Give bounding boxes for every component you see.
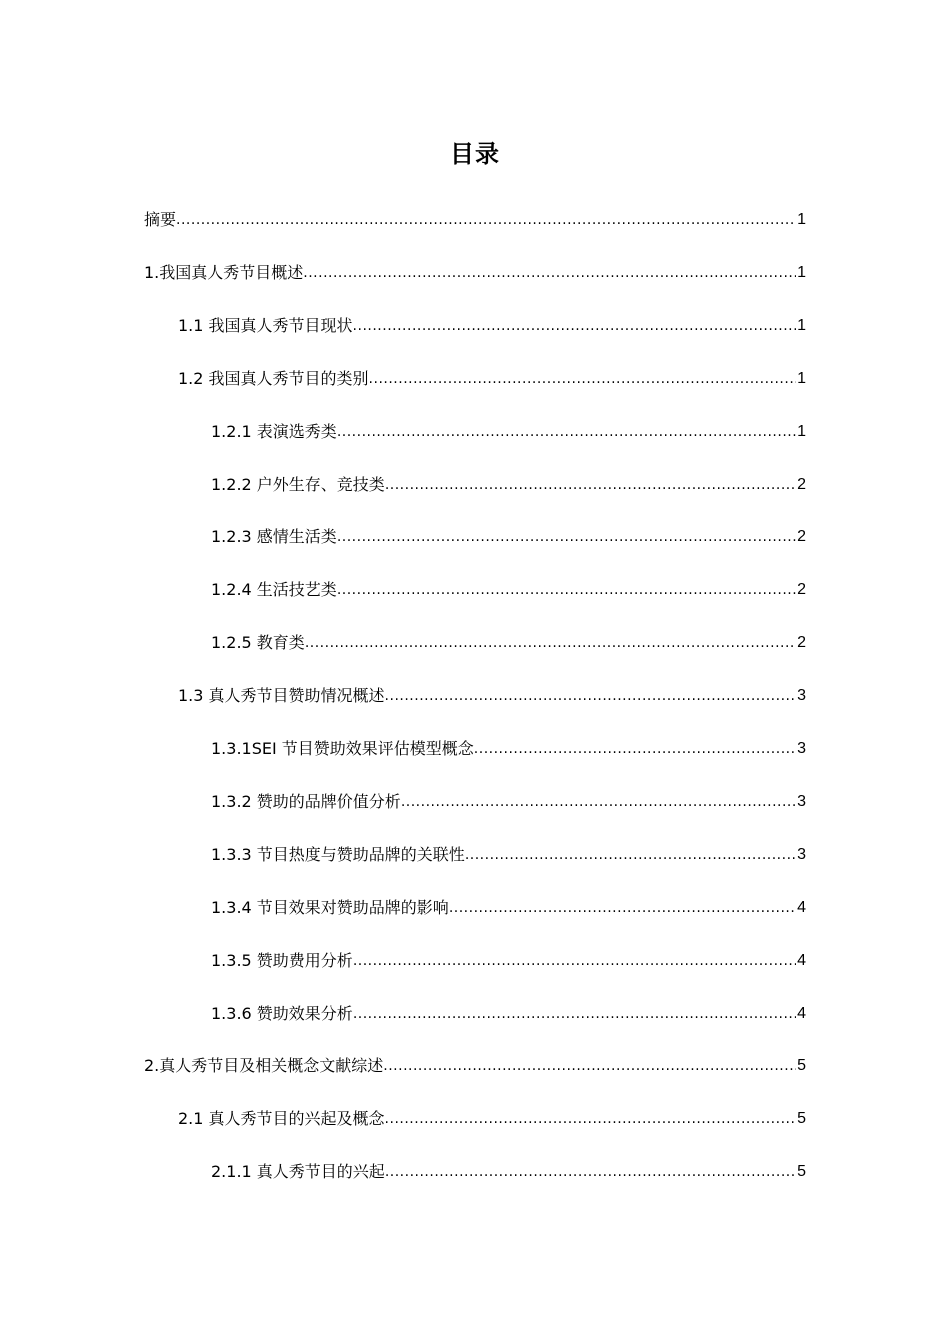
toc-entry[interactable] bbox=[211, 418, 806, 442]
toc-entry[interactable] bbox=[211, 788, 806, 812]
toc-entry-label: 1.2.1 表演选秀类 bbox=[211, 421, 337, 441]
toc-leader-dots bbox=[337, 527, 796, 547]
toc-leader-dots bbox=[176, 210, 796, 230]
toc-leader-dots bbox=[474, 739, 796, 759]
toc-entry-label: 1.2.2 户外生存、竞技类 bbox=[211, 474, 385, 494]
toc-entry-page-number: 3 bbox=[797, 845, 806, 863]
toc-leader-dots bbox=[353, 316, 797, 336]
toc-entry-page-number: 3 bbox=[797, 792, 806, 810]
toc-entry[interactable] bbox=[178, 682, 806, 706]
page-title: 目录 bbox=[450, 140, 500, 168]
toc-entry-page-number: 3 bbox=[797, 740, 806, 757]
toc-entry-label: 摘要 bbox=[144, 210, 177, 229]
toc-entry-label: 1.3.4 节目效果对赞助品牌的影响 bbox=[211, 897, 449, 917]
toc-leader-dots bbox=[337, 580, 796, 600]
toc-entry-page-number: 2 bbox=[797, 581, 806, 599]
toc-entry-label: 1.1 我国真人秀节目现状 bbox=[178, 315, 353, 335]
toc-leader-dots bbox=[337, 422, 796, 442]
toc-entry-label: 1.2.4 生活技艺类 bbox=[211, 580, 337, 600]
toc-entry-page-number: 1 bbox=[797, 422, 806, 440]
toc-leader-dots bbox=[385, 1162, 796, 1182]
toc-entry-label: 1.3.2 赞助的品牌价值分析 bbox=[211, 791, 401, 811]
toc-entry-label: 1.2 我国真人秀节目的类别 bbox=[178, 368, 369, 388]
toc-entry[interactable] bbox=[211, 841, 806, 865]
toc-entry-page-number: 4 bbox=[797, 951, 806, 969]
toc-entry[interactable] bbox=[211, 1158, 806, 1182]
toc-leader-dots bbox=[303, 263, 796, 283]
toc-entry[interactable] bbox=[178, 312, 806, 336]
toc-entry[interactable] bbox=[211, 894, 806, 918]
toc-entry-label: 2.1.1 真人秀节目的兴起 bbox=[211, 1162, 385, 1182]
toc-leader-dots bbox=[369, 369, 797, 389]
toc-entry[interactable] bbox=[211, 629, 806, 653]
toc-leader-dots bbox=[465, 845, 796, 865]
toc-entry-label: 1.3.3 节目热度与赞助品牌的关联性 bbox=[211, 844, 465, 864]
toc-entry-label: 1.我国真人秀节目概述 bbox=[144, 262, 304, 282]
toc-leader-dots bbox=[385, 686, 797, 706]
toc-entry-page-number: 1 bbox=[797, 211, 806, 228]
toc-entry-page-number: 2 bbox=[797, 634, 806, 652]
toc-entry-page-number: 1 bbox=[797, 263, 806, 281]
toc-entry-label: 1.2.3 感情生活类 bbox=[211, 527, 337, 547]
toc-leader-dots bbox=[305, 633, 796, 653]
toc-entry[interactable] bbox=[211, 735, 806, 759]
toc-leader-dots bbox=[353, 951, 796, 971]
toc-entry[interactable] bbox=[144, 1052, 806, 1076]
toc-leader-dots bbox=[383, 1056, 796, 1076]
toc-entry-page-number: 2 bbox=[797, 528, 806, 546]
toc-leader-dots bbox=[401, 792, 796, 812]
toc-entry-label: 1.2.5 教育类 bbox=[211, 633, 305, 653]
toc-entry[interactable] bbox=[211, 1000, 806, 1024]
toc-entry[interactable] bbox=[178, 1105, 806, 1129]
toc-entry-label: 1.3.6 赞助效果分析 bbox=[211, 1003, 353, 1023]
toc-entry-page-number: 5 bbox=[797, 1110, 806, 1128]
toc-leader-dots bbox=[385, 1109, 797, 1129]
toc-entry[interactable] bbox=[178, 365, 806, 389]
toc-entry[interactable] bbox=[211, 947, 806, 971]
toc-entry-label: 1.3.5 赞助费用分析 bbox=[211, 950, 353, 970]
toc-entry[interactable] bbox=[211, 471, 806, 495]
toc-entry[interactable] bbox=[144, 259, 806, 283]
toc-entry-label: 2.真人秀节目及相关概念文献综述 bbox=[144, 1056, 384, 1076]
toc-entry[interactable] bbox=[211, 523, 806, 547]
toc-entry-page-number: 1 bbox=[797, 369, 806, 387]
toc-leader-dots bbox=[353, 1004, 796, 1024]
toc-entry[interactable] bbox=[211, 576, 806, 600]
toc-entry[interactable] bbox=[144, 206, 806, 230]
toc-entry-page-number: 1 bbox=[797, 316, 806, 334]
toc-entry-page-number: 3 bbox=[797, 687, 806, 705]
toc-entry-page-number: 5 bbox=[797, 1163, 806, 1181]
toc-entry-page-number: 4 bbox=[797, 1004, 806, 1022]
toc-leader-dots bbox=[385, 475, 796, 495]
toc-entry-page-number: 5 bbox=[797, 1057, 806, 1075]
toc-entry-page-number: 2 bbox=[797, 475, 806, 493]
toc-entry-label: 2.1 真人秀节目的兴起及概念 bbox=[178, 1109, 385, 1129]
toc-entry-label: 1.3.1SEI 节目赞助效果评估模型概念 bbox=[211, 739, 474, 758]
toc-entry-label: 1.3 真人秀节目赞助情况概述 bbox=[178, 686, 385, 706]
toc-leader-dots bbox=[449, 898, 796, 918]
toc-entry-page-number: 4 bbox=[797, 898, 806, 916]
